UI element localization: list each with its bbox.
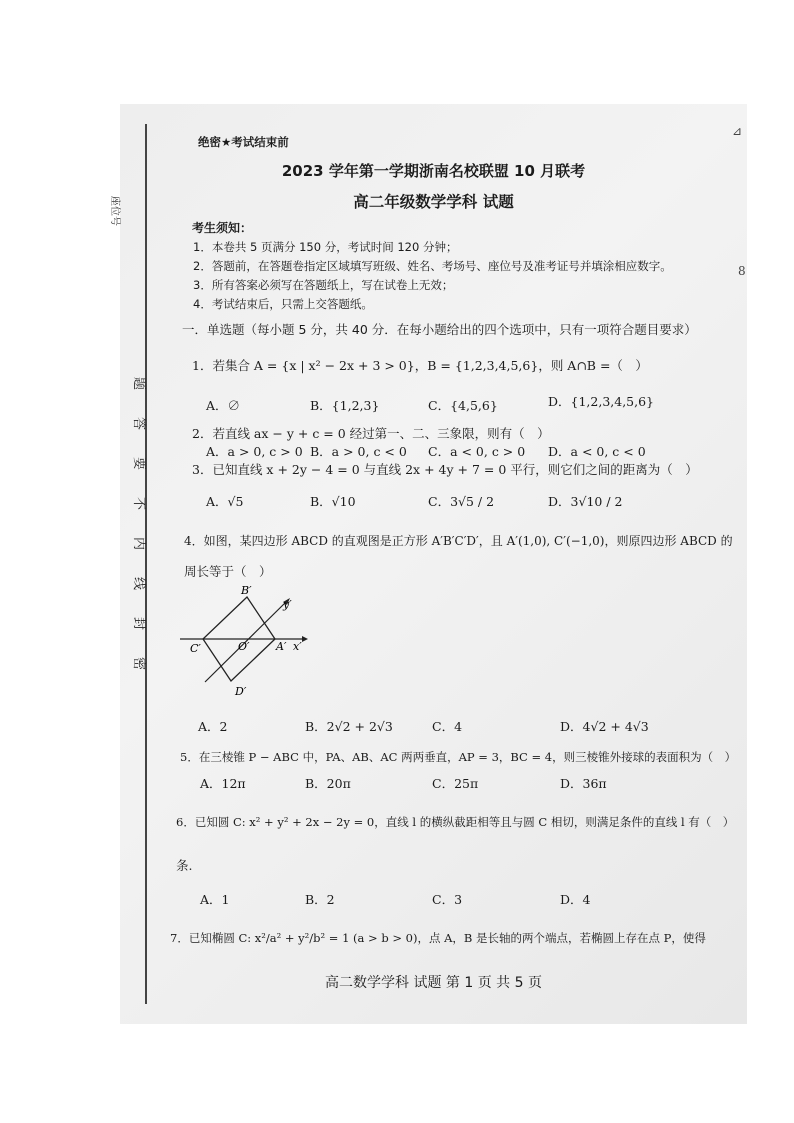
label-o: O′ <box>238 640 250 653</box>
question-stem: 7．已知椭圆 C: x²/a² + y²/b² = 1 (a > b > 0)，点 A，B 是长轴的两个端点，若椭圆上存在点 P，使得 <box>170 931 706 945</box>
option: A．2 <box>198 719 228 734</box>
note-item: 1．本卷共 5 页满分 150 分，考试时间 120 分钟； <box>193 240 458 254</box>
seal-char: 密 <box>131 656 147 671</box>
page-footer: 高二数学学科 试题 第 1 页 共 5 页 <box>325 975 542 991</box>
oblique-view-figure <box>175 582 310 702</box>
section-heading: 一．单选题（每小题 5 分，共 40 分．在每小题给出的四个选项中，只有一项符合题目要求） <box>182 322 697 337</box>
seal-char: 题 <box>131 376 147 391</box>
option: D．3√10 / 2 <box>548 494 623 509</box>
edge-mark: ⊿ <box>732 124 743 138</box>
question-stem: 3．已知直线 x + 2y − 4 = 0 与直线 2x + 4y + 7 = 0 平行，则它们之间的距离为（ ） <box>192 462 698 477</box>
option: C．3 <box>432 892 463 907</box>
option: D．{1,2,3,4,5,6} <box>548 394 655 409</box>
option: D．4√2 + 4√3 <box>560 719 649 734</box>
option: A．a > 0, c > 0 <box>206 444 303 459</box>
seal-line <box>145 124 147 1004</box>
edge-mark: 8 <box>738 264 746 278</box>
option: A．12π <box>200 776 246 791</box>
option: B．√10 <box>310 494 356 509</box>
seat-number-label: 座位号 <box>109 196 120 226</box>
seal-char: 不 <box>131 496 147 511</box>
question-stem: 4．如图，某四边形 ABCD 的直观图是正方形 A′B′C′D′，且 A′(1,0), C′(−1,0)，则原四边形 ABCD 的 <box>184 534 733 548</box>
option: B．{1,2,3} <box>310 398 380 413</box>
notes-heading: 考生须知： <box>192 221 253 235</box>
note-item: 4．考试结束后，只需上交答题纸。 <box>193 297 373 311</box>
exam-page-photo <box>109 104 747 1024</box>
option: C．4 <box>432 719 463 734</box>
label-y: y′ <box>283 598 292 611</box>
option: B．2√2 + 2√3 <box>305 719 393 734</box>
question-stem-cont: 条. <box>176 858 193 873</box>
option: A．√5 <box>206 494 244 509</box>
x-axis-arrow <box>302 636 308 642</box>
note-item: 2．答题前，在答题卷指定区域填写班级、姓名、考场号、座位号及准考证号并填涂相应数字。 <box>193 259 672 273</box>
option: C．3√5 / 2 <box>428 494 495 509</box>
option: C．25π <box>432 776 479 791</box>
note-item: 3．所有答案必须写在答题纸上，写在试卷上无效； <box>193 278 454 292</box>
option: D．36π <box>560 776 607 791</box>
seal-char: 线 <box>131 576 147 591</box>
question-stem: 6．已知圆 C: x² + y² + 2x − 2y = 0，直线 l 的横纵截距相等且与圆 C 相切，则满足条件的直线 l 有（ ） <box>176 815 735 829</box>
exam-subtitle: 高二年级数学学科 试题 <box>353 193 514 211</box>
question-stem: 5．在三棱锥 P − ABC 中，PA、AB、AC 两两垂直，AP = 3，BC = 4，则三棱锥外接球的表面积为（ ） <box>180 750 737 764</box>
option: D．4 <box>560 892 591 907</box>
label-c: C′ <box>190 642 201 655</box>
label-b: B′ <box>241 584 252 597</box>
secret-label: 绝密★考试结束前 <box>198 135 289 149</box>
label-a: A′ <box>276 640 287 653</box>
seal-char: 要 <box>131 456 147 471</box>
label-d: D′ <box>235 685 247 698</box>
seal-char: 答 <box>131 416 147 431</box>
seal-char: 内 <box>131 536 147 551</box>
binding-strip <box>109 104 180 1024</box>
question-stem-cont: 周长等于（ ） <box>184 564 272 579</box>
option: D．a < 0, c < 0 <box>548 444 646 459</box>
option: C．{4,5,6} <box>428 398 498 413</box>
option: B．20π <box>305 776 351 791</box>
question-stem: 1．若集合 A = {x | x² − 2x + 3 > 0}，B = {1,2,3,4,5,6}，则 A∩B =（ ） <box>192 358 648 373</box>
option: B．2 <box>305 892 335 907</box>
seal-char: 封 <box>131 616 147 631</box>
option: C．a < 0, c > 0 <box>428 444 526 459</box>
option: A．∅ <box>206 398 241 413</box>
exam-title: 2023 学年第一学期浙南名校联盟 10 月联考 <box>281 162 586 180</box>
option: B．a > 0, c < 0 <box>310 444 407 459</box>
question-stem: 2．若直线 ax − y + c = 0 经过第一、二、三象限，则有（ ） <box>192 426 550 441</box>
label-x: x′ <box>293 640 302 653</box>
option: A．1 <box>200 892 230 907</box>
